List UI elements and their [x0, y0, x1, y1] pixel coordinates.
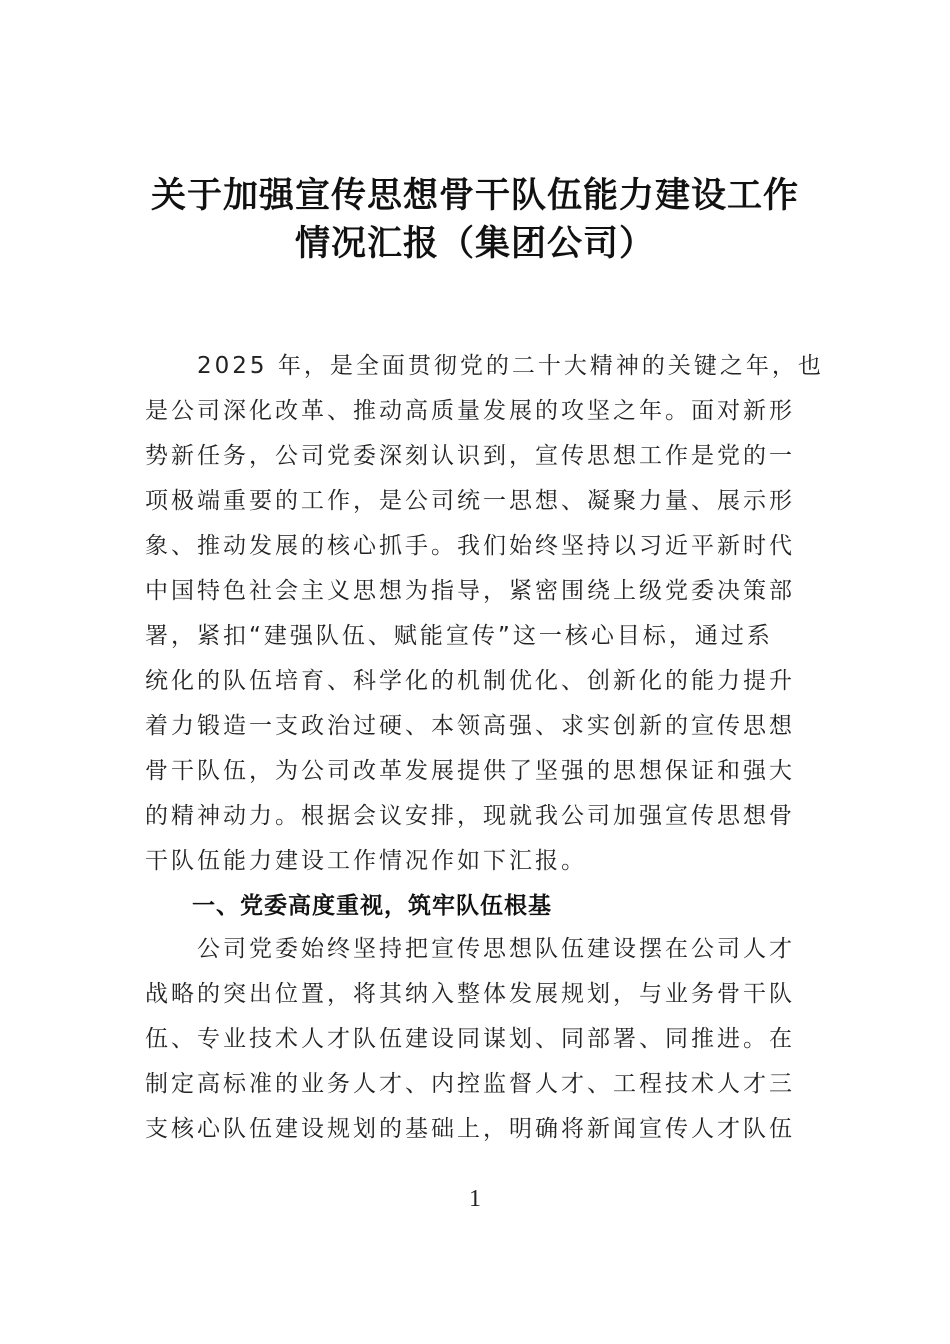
paragraph-line: 伍、专业技术人才队伍建设同谋划、同部署、同推进。在: [145, 1026, 795, 1052]
paragraph-line: 战略的突出位置，将其纳入整体发展规划，与业务骨干队: [145, 981, 795, 1007]
page-number: 1: [469, 1186, 481, 1212]
paragraph-line: 象、推动发展的核心抓手。我们始终坚持以习近平新时代: [145, 533, 795, 559]
paragraph-line: 的精神动力。根据会议安排，现就我公司加强宣传思想骨: [145, 803, 795, 829]
paragraph-line: 是公司深化改革、推动高质量发展的攻坚之年。面对新形: [145, 398, 795, 424]
paragraph-line: 干队伍能力建设工作情况作如下汇报。: [145, 848, 587, 874]
paragraph-line: 制定高标准的业务人才、内控监督人才、工程技术人才三: [145, 1071, 795, 1097]
document-title-line-2: 情况汇报（集团公司）: [294, 223, 655, 264]
paragraph-line: 统化的队伍培育、科学化的机制优化、创新化的能力提升: [145, 668, 795, 694]
paragraph-line: 骨干队伍，为公司改革发展提供了坚强的思想保证和强大: [145, 758, 795, 784]
document-title-line-1: 关于加强宣传思想骨干队伍能力建设工作: [150, 175, 799, 216]
paragraph-line: 支核心队伍建设规划的基础上，明确将新闻宣传人才队伍: [145, 1116, 795, 1142]
paragraph-line: 署，紧扣“建强队伍、赋能宣传”这一核心目标，通过系: [145, 623, 773, 649]
section-heading-1: 一、党委高度重视，筑牢队伍根基: [192, 893, 552, 919]
paragraph-line: 2025 年，是全面贯彻党的二十大精神的关键之年，也: [145, 353, 824, 379]
paragraph-intro: [145, 344, 824, 884]
paragraph-line: 项极端重要的工作，是公司统一思想、凝聚力量、展示形: [145, 488, 795, 514]
paragraph-line: 公司党委始终坚持把宣传思想队伍建设摆在公司人才: [145, 936, 795, 962]
paragraph-line: 着力锻造一支政治过硬、本领高强、求实创新的宣传思想: [145, 713, 795, 739]
paragraph-section-1: [145, 927, 805, 1152]
paragraph-line: 中国特色社会主义思想为指导，紧密围绕上级党委决策部: [145, 578, 795, 604]
paragraph-line: 势新任务，公司党委深刻认识到，宣传思想工作是党的一: [145, 443, 795, 469]
